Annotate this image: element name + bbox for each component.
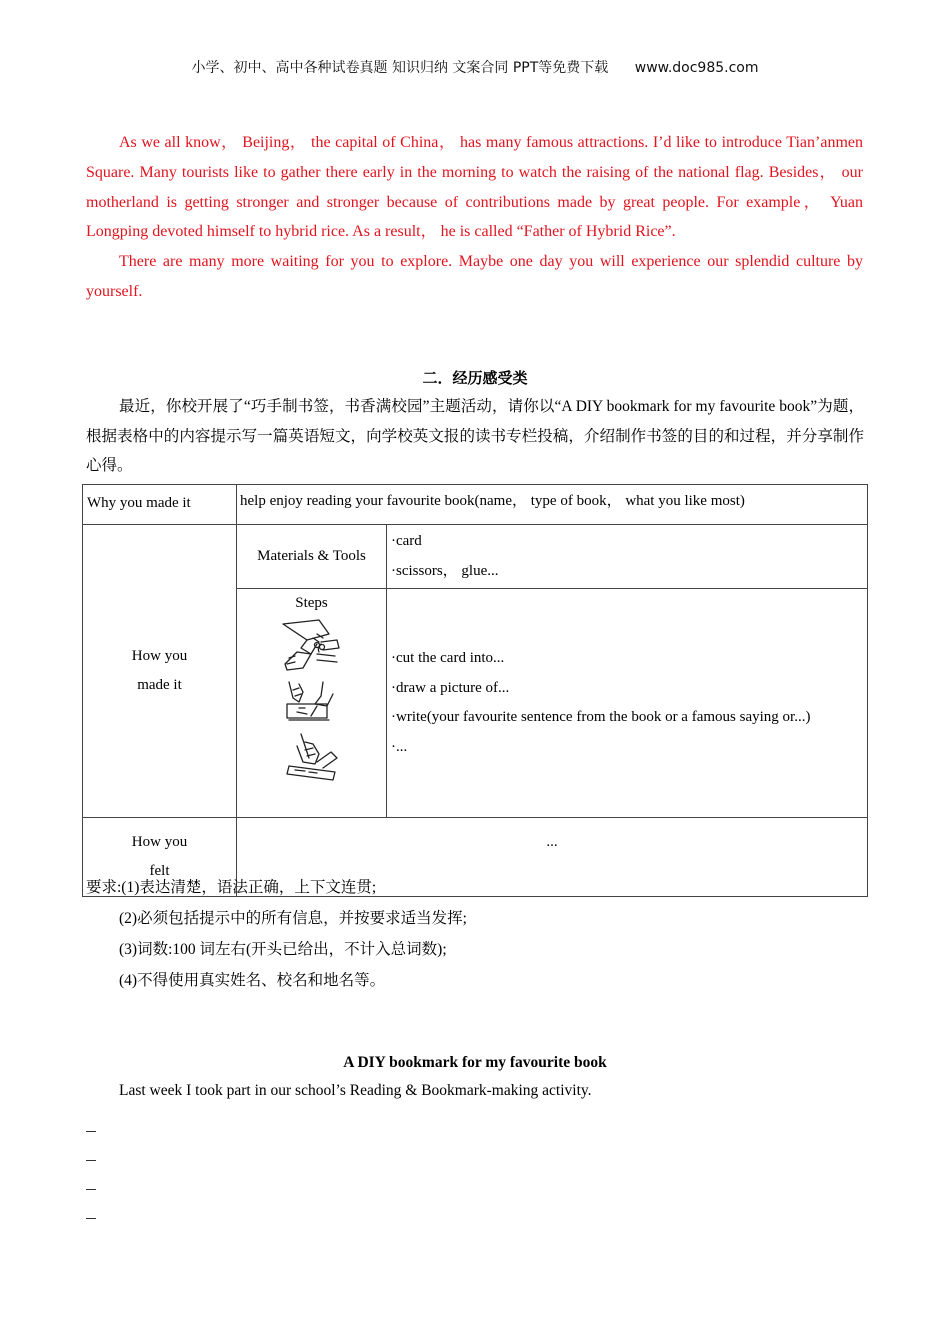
why-content: help enjoy reading your favourite book(name， type of book， what you like most) <box>237 485 868 525</box>
cutting-hands-icon <box>277 618 347 676</box>
header-text: 小学、初中、高中各种试卷真题 知识归纳 文案合同 PPT等免费下载 <box>191 60 609 76</box>
outline-table <box>82 484 868 897</box>
writing-hand-icon <box>283 732 341 784</box>
sample-paragraph-1: As we all know， Beijing， the capital of China， has many famous attractions. I’d like to introduce Tian’anmen Square. Many tourists like to gather there early in the morning to watch the raising of the national flag. Besides， our motherland is getting stronger and stronger because of contributions made by great people. For example， Yuan Longping devoted himself to hybrid rice. As a result， he is called “Father of Hybrid Rice”. <box>86 134 863 241</box>
section-title: 二．经历感受类 <box>422 369 528 387</box>
requirement-item: (4)不得使用真实姓名、校名和地名等。 <box>119 972 386 989</box>
requirements <box>86 872 467 996</box>
why-label: Why you made it <box>83 485 237 525</box>
felt-content: ... <box>237 818 868 897</box>
task-text: 最近，你校开展了“巧手制书签，书香满校园”主题活动，请你以“A DIY bookmark for my favourite book”为题，根据表格中的内容提示写一篇英语短文，向学校英文报的读书专栏投稿，介绍制作书签的目的和过程，并分享制作心得。 <box>86 398 864 474</box>
step-item: ·... <box>391 738 408 755</box>
steps-label: Steps <box>295 595 328 611</box>
how-made-label-line2: made it <box>137 677 182 693</box>
essay-opening: Last week I took part in our school’s Reading & Bookmark-making activity. <box>119 1082 592 1099</box>
how-made-label-line1: How you <box>131 648 188 664</box>
task-instructions <box>86 392 864 481</box>
materials-label: Materials & Tools <box>237 525 387 589</box>
header-url[interactable]: www.doc985.com <box>634 60 759 76</box>
step-item: ·draw a picture of... <box>391 679 510 696</box>
table-row-why <box>83 485 868 525</box>
requirement-item: (3)词数:100 词左右(开头已给出，不计入总词数); <box>119 941 447 958</box>
felt-label-line1: How you <box>131 834 188 850</box>
requirement-item: (2)必须包括提示中的所有信息，并按要求适当发挥; <box>119 910 467 927</box>
answer-line[interactable] <box>86 1131 96 1132</box>
steps-label-cell <box>237 589 387 818</box>
answer-line[interactable] <box>86 1218 96 1219</box>
page-header <box>0 57 950 77</box>
step-item: ·write(your favourite sentence from the book or a famous saying or...) <box>391 709 811 725</box>
material-item: ·card <box>391 533 422 549</box>
requirement-1: 要求:(1)表达清楚，语法正确，上下文连贯; <box>86 879 377 896</box>
step-illustrations <box>237 618 386 784</box>
material-item: ·scissors， glue... <box>391 562 499 579</box>
step-item: ·cut the card into... <box>391 650 505 666</box>
steps-list <box>387 589 868 818</box>
essay-title: A DIY bookmark for my favourite book <box>343 1054 607 1071</box>
materials-list <box>387 525 868 589</box>
felt-label-line2: felt <box>149 863 170 879</box>
table-row-materials <box>83 525 868 589</box>
sample-paragraph-2: There are many more waiting for you to explore. Maybe one day you will experience our splendid culture by yourself. <box>86 253 863 300</box>
answer-line[interactable] <box>86 1189 96 1190</box>
sample-essay <box>86 128 863 307</box>
answer-line[interactable] <box>86 1160 96 1161</box>
how-made-label <box>83 525 237 818</box>
drawing-hands-icon <box>283 678 341 726</box>
